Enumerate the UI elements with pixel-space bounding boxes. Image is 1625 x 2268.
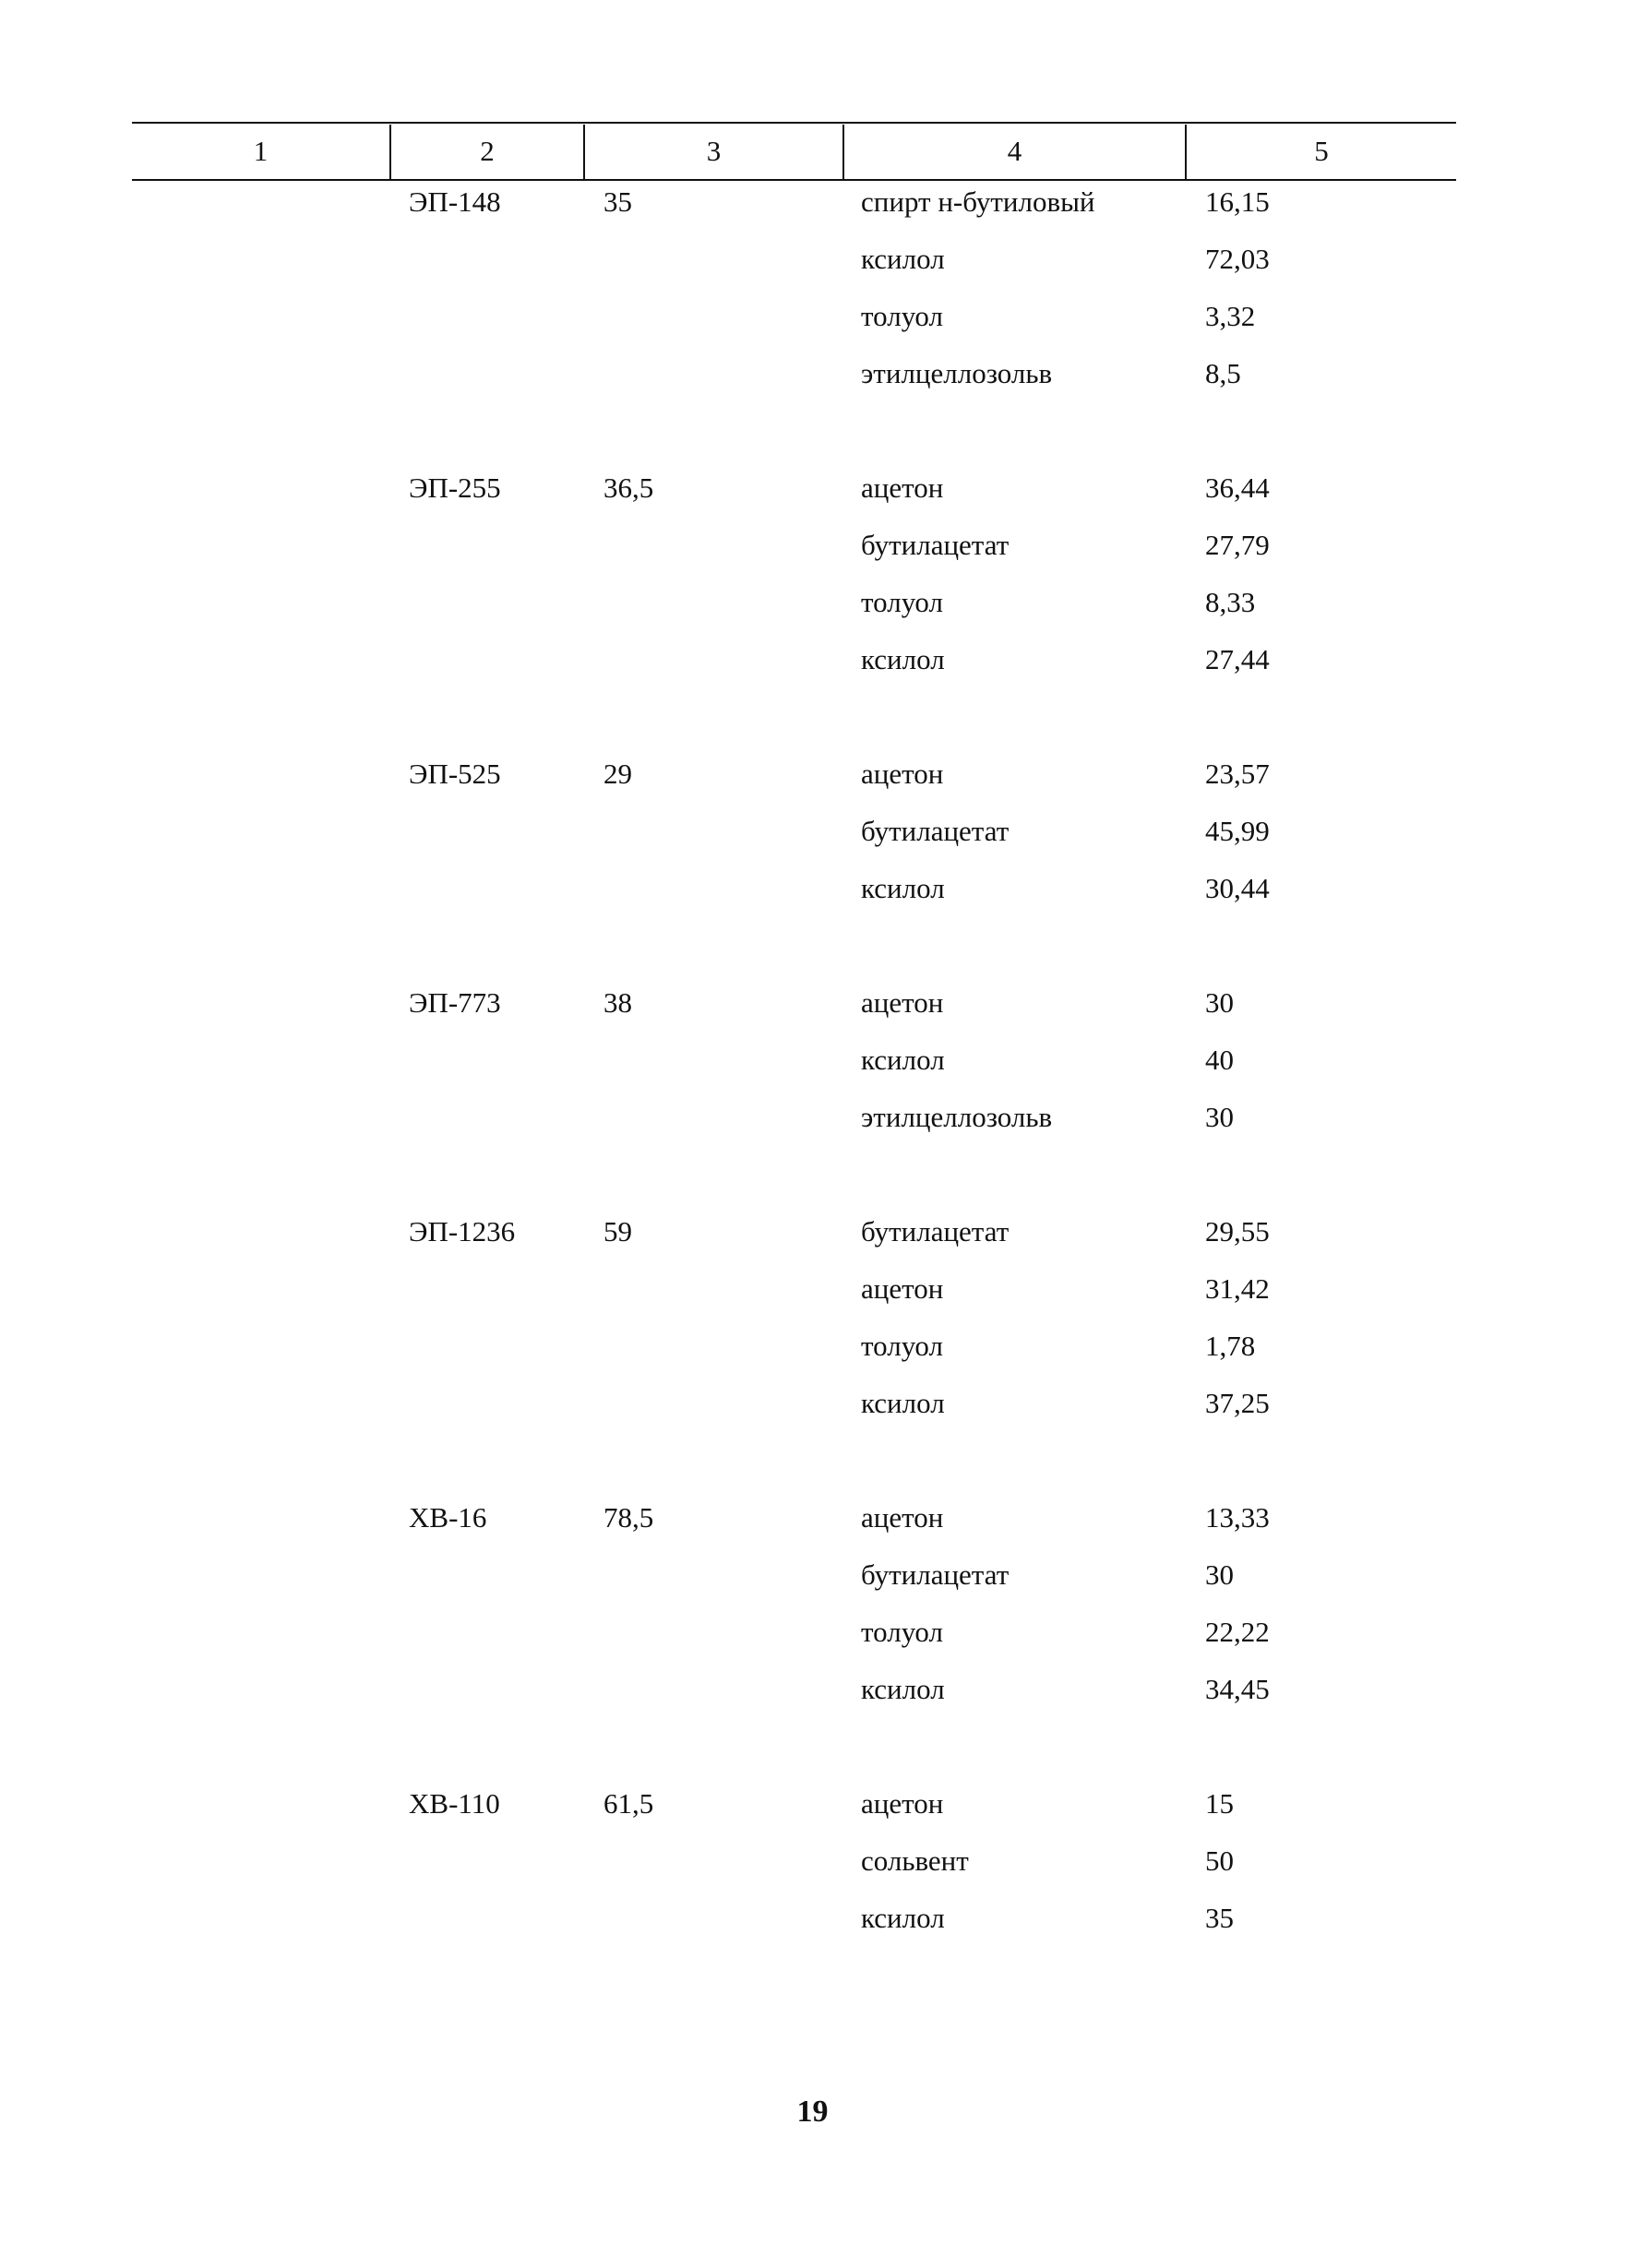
material-value: 38 — [603, 986, 632, 1019]
solvent-name: ксилол — [861, 243, 945, 275]
material-name: ХВ-110 — [409, 1787, 500, 1820]
table-row — [0, 1556, 1625, 1613]
group-spacer — [0, 926, 1625, 984]
table-row — [0, 1670, 1625, 1727]
table-header — [132, 122, 1456, 183]
solvent-percent: 16,15 — [1205, 185, 1270, 218]
table-row — [0, 1212, 1625, 1270]
solvent-percent: 8,33 — [1205, 586, 1256, 618]
solvent-percent: 35 — [1205, 1902, 1234, 1934]
table-row — [0, 984, 1625, 1041]
table-row — [0, 1327, 1625, 1384]
solvent-percent: 27,79 — [1205, 529, 1270, 561]
solvent-name: сольвент — [861, 1844, 969, 1877]
solvent-name: ксилол — [861, 1044, 945, 1076]
solvent-percent: 37,25 — [1205, 1387, 1270, 1419]
solvent-percent: 15 — [1205, 1787, 1234, 1820]
solvent-percent: 30 — [1205, 986, 1234, 1019]
solvent-name: ацетон — [861, 1501, 944, 1534]
material-value: 59 — [603, 1215, 632, 1247]
solvent-name: ксилол — [861, 1902, 945, 1934]
material-value: 29 — [603, 758, 632, 790]
material-group — [0, 469, 1625, 698]
solvent-percent: 1,78 — [1205, 1330, 1256, 1362]
solvent-name: толуол — [861, 1616, 943, 1648]
table-row — [0, 755, 1625, 812]
table-row — [0, 297, 1625, 354]
solvent-percent: 22,22 — [1205, 1616, 1270, 1648]
solvent-percent: 40 — [1205, 1044, 1234, 1076]
solvent-name: этилцеллозольв — [861, 357, 1053, 389]
table-row — [0, 1041, 1625, 1098]
material-value: 36,5 — [603, 472, 654, 504]
material-name: ЭП-525 — [409, 758, 501, 790]
group-spacer — [0, 1727, 1625, 1785]
solvent-name: спирт н-бутиловый — [861, 185, 1095, 218]
table-body — [0, 183, 1625, 1956]
solvent-name: ксилол — [861, 1673, 945, 1705]
material-group — [0, 1785, 1625, 1956]
header-col-3: 3 — [706, 135, 722, 167]
solvent-name: бутилацетат — [861, 1215, 1010, 1247]
solvent-name: толуол — [861, 300, 943, 332]
material-name: ЭП-148 — [409, 185, 501, 218]
header-col-4: 4 — [1007, 135, 1022, 167]
solvent-name: ксилол — [861, 1387, 945, 1419]
table-row — [0, 812, 1625, 869]
solvent-name: бутилацетат — [861, 529, 1010, 561]
header-bottom-rule — [132, 179, 1456, 181]
solvent-name: бутилацетат — [861, 1558, 1010, 1591]
table-row — [0, 1384, 1625, 1441]
table-row — [0, 1098, 1625, 1155]
material-value: 61,5 — [603, 1787, 654, 1820]
solvent-name: ацетон — [861, 472, 944, 504]
material-name: ХВ-16 — [409, 1501, 487, 1534]
solvent-percent: 27,44 — [1205, 643, 1270, 675]
solvent-name: ацетон — [861, 1272, 944, 1305]
group-spacer — [0, 698, 1625, 755]
table-row — [0, 354, 1625, 412]
solvent-name: ацетон — [861, 1787, 944, 1820]
solvent-name: ацетон — [861, 986, 944, 1019]
solvent-percent: 72,03 — [1205, 243, 1270, 275]
solvent-percent: 36,44 — [1205, 472, 1270, 504]
solvent-name: ацетон — [861, 758, 944, 790]
material-name: ЭП-255 — [409, 472, 501, 504]
solvent-percent: 30 — [1205, 1558, 1234, 1591]
table-row — [0, 1613, 1625, 1670]
solvent-name: толуол — [861, 586, 943, 618]
material-group — [0, 1212, 1625, 1441]
header-col-1: 1 — [253, 135, 269, 167]
solvent-name: бутилацетат — [861, 815, 1010, 847]
table-row — [0, 583, 1625, 640]
solvent-percent: 45,99 — [1205, 815, 1270, 847]
solvent-percent: 30 — [1205, 1101, 1234, 1133]
material-group — [0, 984, 1625, 1155]
solvent-percent: 29,55 — [1205, 1215, 1270, 1247]
group-spacer — [0, 1155, 1625, 1212]
table-row — [0, 1842, 1625, 1899]
solvent-percent: 8,5 — [1205, 357, 1241, 389]
solvent-name: ксилол — [861, 643, 945, 675]
material-value: 78,5 — [603, 1501, 654, 1534]
header-col-2: 2 — [480, 135, 495, 167]
table-row — [0, 1899, 1625, 1956]
solvent-name: этилцеллозольв — [861, 1101, 1053, 1133]
solvent-name: толуол — [861, 1330, 943, 1362]
table-row — [0, 183, 1625, 240]
table-row — [0, 869, 1625, 926]
group-spacer — [0, 1441, 1625, 1498]
table-row — [0, 1498, 1625, 1556]
solvent-percent: 13,33 — [1205, 1501, 1270, 1534]
solvent-percent: 30,44 — [1205, 872, 1270, 904]
table-row — [0, 240, 1625, 297]
table-row — [0, 1270, 1625, 1327]
material-name: ЭП-773 — [409, 986, 501, 1019]
group-spacer — [0, 412, 1625, 469]
material-group — [0, 183, 1625, 412]
solvent-percent: 23,57 — [1205, 758, 1270, 790]
material-name: ЭП-1236 — [409, 1215, 516, 1247]
solvent-percent: 3,32 — [1205, 300, 1256, 332]
table-row — [0, 640, 1625, 698]
header-top-rule — [132, 122, 1456, 124]
material-value: 35 — [603, 185, 632, 218]
material-group — [0, 755, 1625, 926]
solvent-percent: 34,45 — [1205, 1673, 1270, 1705]
page-number: 19 — [796, 2095, 829, 2129]
solvent-percent: 50 — [1205, 1844, 1234, 1877]
table-row — [0, 1785, 1625, 1842]
table-row — [0, 526, 1625, 583]
material-group — [0, 1498, 1625, 1727]
table-row — [0, 469, 1625, 526]
solvent-name: ксилол — [861, 872, 945, 904]
solvent-percent: 31,42 — [1205, 1272, 1270, 1305]
header-col-5: 5 — [1314, 135, 1329, 167]
